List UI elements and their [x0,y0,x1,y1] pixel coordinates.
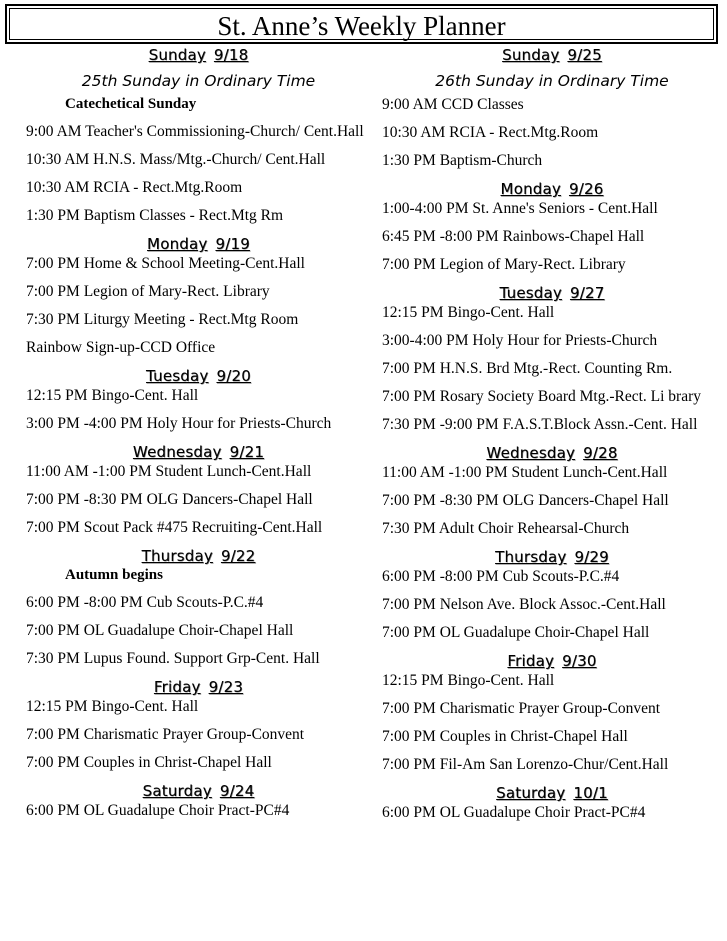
day-note: Autumn begins [65,567,163,583]
day-name: Thursday [495,548,567,566]
day-heading-sunday-9-25 [382,46,722,64]
day-heading-friday-9-30 [382,652,722,670]
event-item: 10:30 AM RCIA - Rect.Mtg.Room [382,124,599,141]
day-heading-friday-9-23 [26,678,371,696]
event-item: 7:00 PM -8:30 PM OLG Dancers-Chapel Hall [382,492,669,509]
day-name: Monday [147,235,208,253]
event-item: 9:00 AM Teacher's Commissioning-Church/ Cent.Hall [26,123,364,140]
event-item: 3:00 PM -4:00 PM Holy Hour for Priests-Church [26,415,332,432]
day-name: Sunday [148,46,206,64]
day-heading-sunday-9-18 [26,46,371,64]
event-item: 7:00 PM H.N.S. Brd Mtg.-Rect. Counting Rm. [382,360,673,377]
day-heading-wednesday-9-21 [26,443,371,461]
event-item: 7:00 PM Charismatic Prayer Group-Convent [382,700,661,717]
day-date: 10/1 [573,784,608,802]
liturgical-observance: 25th Sunday in Ordinary Time [81,72,316,90]
day-name: Saturday [496,784,566,802]
day-date: 9/18 [213,46,249,64]
event-item: 11:00 AM -1:00 PM Student Lunch-Cent.Hall [26,463,312,480]
day-date: 9/24 [219,782,255,800]
event-item: 1:00-4:00 PM St. Anne's Seniors - Cent.Hall [382,200,658,217]
event-item: 7:00 PM Couples in Christ-Chapel Hall [26,754,272,771]
day-heading-tuesday-9-20 [26,367,371,385]
event-item: 1:30 PM Baptism-Church [382,152,543,169]
event-item: 11:00 AM -1:00 PM Student Lunch-Cent.Hall [382,464,668,481]
event-item: 7:30 PM Lupus Found. Support Grp-Cent. Hall [26,650,320,667]
day-name: Friday [507,652,555,670]
event-item: 6:45 PM -8:00 PM Rainbows-Chapel Hall [382,228,645,245]
day-date: 9/22 [220,547,256,565]
day-name: Friday [153,678,201,696]
page-title: St. Anne’s Weekly Planner [5,4,718,44]
day-date: 9/20 [216,367,251,385]
left-column [26,46,371,830]
day-note: Catechetical Sunday [65,96,197,112]
event-item: 7:00 PM Nelson Ave. Block Assoc.-Cent.Hall [382,596,666,613]
event-item: 7:00 PM Legion of Mary-Rect. Library [382,256,626,273]
event-item: 6:00 PM -8:00 PM Cub Scouts-P.C.#4 [26,594,264,611]
day-name: Saturday [142,782,212,800]
day-date: 9/23 [208,678,244,696]
event-item: 7:00 PM Home & School Meeting-Cent.Hall [26,255,305,272]
day-name: Sunday [502,46,560,64]
day-date: 9/19 [215,235,250,253]
day-heading-saturday-9-24 [26,782,371,800]
event-item: 7:00 PM Couples in Christ-Chapel Hall [382,728,628,745]
event-item: 7:30 PM -9:00 PM F.A.S.T.Block Assn.-Cent. Hall [382,416,698,433]
day-name: Wednesday [132,443,222,461]
day-date: 9/28 [583,444,618,462]
event-item: 7:00 PM Fil-Am San Lorenzo-Chur/Cent.Hall [382,756,669,773]
event-item: 7:00 PM OL Guadalupe Choir-Chapel Hall [26,622,294,639]
day-name: Thursday [141,547,213,565]
day-date: 9/21 [229,443,265,461]
event-item: 9:00 AM CCD Classes [382,96,524,113]
right-column [382,46,722,832]
event-item: 7:00 PM Legion of Mary-Rect. Library [26,283,270,300]
event-item: 7:00 PM Rosary Society Board Mtg.-Rect. Li brary [382,388,701,405]
event-item: 12:15 PM Bingo-Cent. Hall [382,672,555,689]
day-heading-thursday-9-29 [382,548,722,566]
day-name: Tuesday [146,367,209,385]
event-item: 7:00 PM -8:30 PM OLG Dancers-Chapel Hall [26,491,313,508]
event-item: 7:00 PM OL Guadalupe Choir-Chapel Hall [382,624,650,641]
event-item: 7:00 PM Charismatic Prayer Group-Convent [26,726,305,743]
day-date: 9/29 [574,548,609,566]
event-item: 6:00 PM -8:00 PM Cub Scouts-P.C.#4 [382,568,620,585]
event-item: 7:30 PM Liturgy Meeting - Rect.Mtg Room [26,311,299,328]
event-item: 12:15 PM Bingo-Cent. Hall [382,304,555,321]
day-heading-wednesday-9-28 [382,444,722,462]
day-name: Monday [500,180,561,198]
day-date: 9/26 [568,180,604,198]
event-item: 7:30 PM Adult Choir Rehearsal-Church [382,520,630,537]
event-item: 6:00 PM OL Guadalupe Choir Pract-PC#4 [26,802,290,819]
event-item: Rainbow Sign-up-CCD Office [26,339,216,356]
day-date: 9/30 [562,652,597,670]
event-item: 10:30 AM H.N.S. Mass/Mtg.-Church/ Cent.Hall [26,151,326,168]
day-name: Tuesday [499,284,562,302]
event-item: 12:15 PM Bingo-Cent. Hall [26,387,199,404]
day-heading-saturday-10-1 [382,784,722,802]
day-date: 9/25 [567,46,602,64]
day-heading-thursday-9-22 [26,547,371,565]
day-heading-monday-9-19 [26,235,371,253]
event-item: 7:00 PM Scout Pack #475 Recruiting-Cent.Hall [26,519,323,536]
event-item: 3:00-4:00 PM Holy Hour for Priests-Church [382,332,658,349]
day-heading-monday-9-26 [382,180,722,198]
day-date: 9/27 [569,284,605,302]
day-heading-tuesday-9-27 [382,284,722,302]
day-name: Wednesday [486,444,576,462]
event-item: 10:30 AM RCIA - Rect.Mtg.Room [26,179,243,196]
liturgical-observance: 26th Sunday in Ordinary Time [435,72,669,90]
event-item: 6:00 PM OL Guadalupe Choir Pract-PC#4 [382,804,646,821]
event-item: 12:15 PM Bingo-Cent. Hall [26,698,199,715]
event-item: 1:30 PM Baptism Classes - Rect.Mtg Rm [26,207,284,224]
